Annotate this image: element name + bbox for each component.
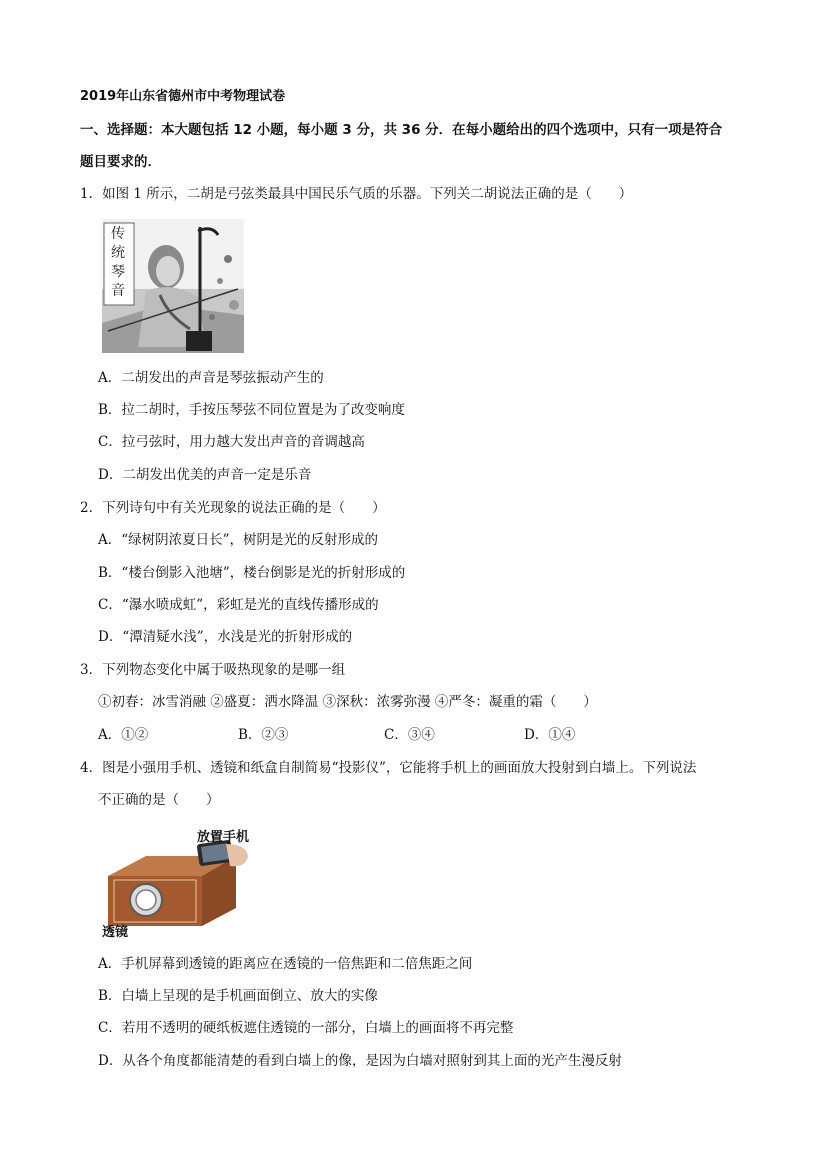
question-4-stem-line2: 不正确的是（ ） (98, 792, 220, 808)
question-3-sub: ①初春：冰雪消融 ②盛夏：洒水降温 ③深秋：浓雾弥漫 ④严冬：凝重的霜（ ） (98, 694, 597, 710)
question-1-option-d: D．二胡发出优美的声音一定是乐音 (98, 467, 312, 483)
question-1-option-c: C．拉弓弦时，用力越大发出声音的音调越高 (98, 434, 365, 450)
question-1-option-b: B．拉二胡时，手按压琴弦不同位置是为了改变响度 (98, 402, 405, 418)
question-3-stem: 3．下列物态变化中属于吸热现象的是哪一组 (80, 662, 346, 678)
question-2-option-d: D．“潭清疑水浅”，水浅是光的折射形成的 (98, 629, 353, 645)
exam-title: 2019年山东省德州市中考物理试卷 (80, 89, 286, 104)
section-heading-line1: 一、选择题：本大题包括 12 小题，每小题 3 分，共 36 分．在每小题给出的四个选项中，只有一项是符合 (80, 122, 723, 138)
question-4-option-a: A．手机屏幕到透镜的距离应在透镜的一倍焦距和二倍焦距之间 (98, 956, 473, 972)
question-4-option-d: D．从各个角度都能清楚的看到白墙上的像，是因为白墙对照射到其上面的光产生漫反射 (98, 1053, 622, 1069)
label-phone-placement: 放置手机 (197, 830, 250, 845)
question-3-option-d: D．①④ (524, 727, 576, 743)
question-2-option-b: B．“楼台倒影入池塘”，楼台倒影是光的折射形成的 (98, 565, 406, 581)
question-2-option-a: A．“绿树阴浓夏日长”，树阴是光的反射形成的 (98, 532, 379, 548)
question-4-option-b: B．白墙上呈现的是手机画面倒立、放大的实像 (98, 988, 378, 1004)
question-1-option-a: A．二胡发出的声音是琴弦振动产生的 (98, 370, 324, 386)
question-4-stem-line1: 4．图是小强用手机、透镜和纸盒自制简易“投影仪”，它能将手机上的画面放大投射到白墙上。下列说法 (80, 760, 697, 776)
question-3-option-b: B．②③ (238, 727, 289, 743)
question-2-stem: 2．下列诗句中有关光现象的说法正确的是（ ） (80, 500, 386, 516)
question-1-stem: 1．如图 1 所示，二胡是弓弦类最具中国民乐气质的乐器。下列关二胡说法正确的是（ ） (80, 186, 633, 202)
question-3-option-a: A．①② (98, 727, 149, 743)
erhu-figure (102, 219, 244, 353)
figure-caption-traditional-music: 传统琴音 (111, 226, 125, 299)
question-2-option-c: C．“瀑水喷成虹”，彩虹是光的直线传播形成的 (98, 597, 379, 613)
section-heading-line2: 题目要求的． (80, 154, 161, 170)
question-4-option-c: C．若用不透明的硬纸板遮住透镜的一部分，白墙上的画面将不再完整 (98, 1020, 514, 1036)
label-lens: 透镜 (102, 925, 129, 940)
question-3-option-c: C．③④ (384, 727, 435, 743)
